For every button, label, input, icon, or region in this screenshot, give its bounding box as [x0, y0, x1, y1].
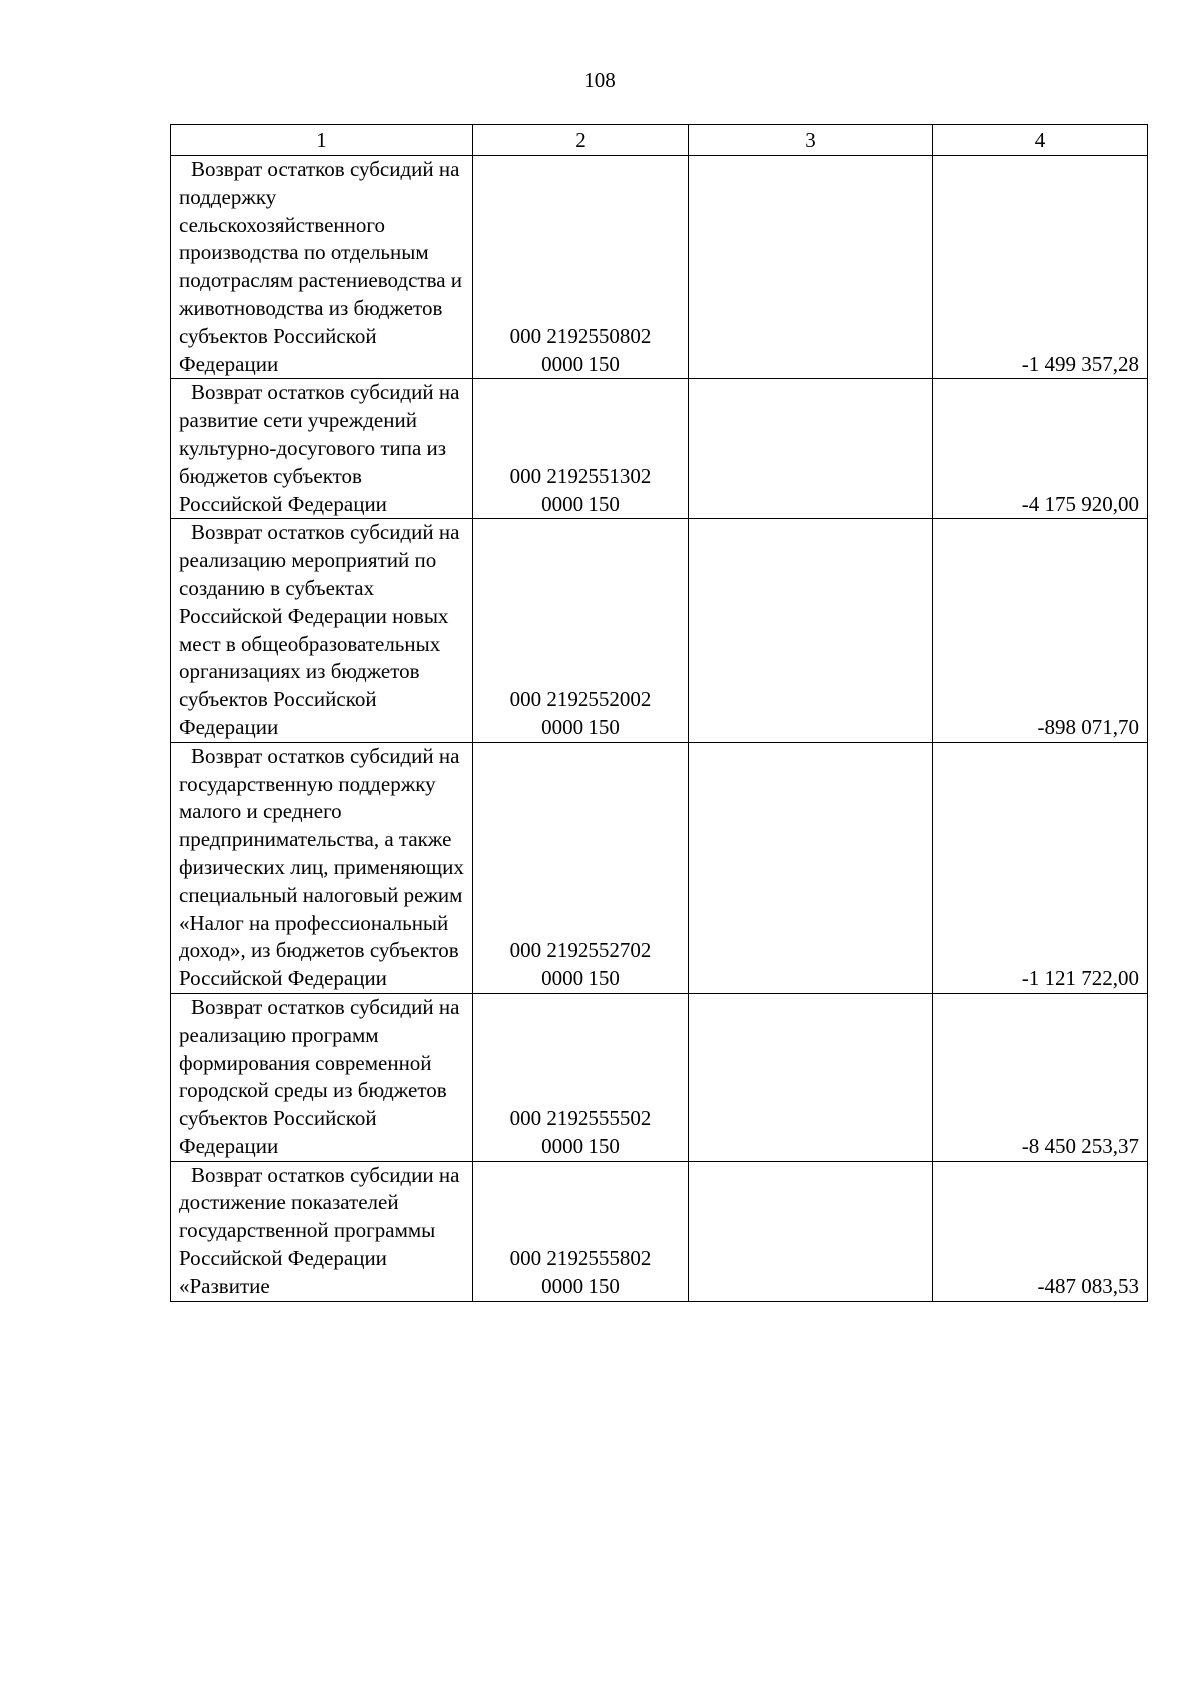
row-code-line2: 0000 150 — [541, 1273, 620, 1298]
row-code-line1: 000 2192551302 — [509, 463, 652, 488]
row-amount: -1 499 357,28 — [933, 156, 1148, 379]
row-code-line1: 000 2192555502 — [509, 1106, 652, 1131]
header-row — [171, 125, 1148, 156]
header-col-1: 1 — [171, 125, 473, 156]
row-code — [473, 1161, 689, 1301]
row-code — [473, 993, 689, 1161]
header-col-4: 4 — [933, 125, 1148, 156]
row-col3 — [689, 156, 933, 379]
row-code-line2: 0000 150 — [541, 1133, 620, 1158]
row-code-line1: 000 2192555802 — [509, 1246, 652, 1271]
row-col3 — [689, 519, 933, 742]
row-amount: -1 121 722,00 — [933, 742, 1148, 993]
row-col3 — [689, 993, 933, 1161]
row-code-line2: 0000 150 — [541, 714, 620, 739]
row-name: Возврат остатков субсидий на реализацию мероприятий по созданию в субъектах Российской Федерации новых мест в общеобразовательных организациях из бюджетов субъектов Российской Федерации — [171, 519, 473, 742]
row-code-line1: 000 2192552702 — [509, 938, 652, 963]
row-code-line2: 0000 150 — [541, 966, 620, 991]
row-code — [473, 742, 689, 993]
table-header — [171, 125, 1148, 156]
row-col3 — [689, 1161, 933, 1301]
header-col-3: 3 — [689, 125, 933, 156]
row-amount: -8 450 253,37 — [933, 993, 1148, 1161]
table-row — [171, 993, 1148, 1161]
row-amount: -487 083,53 — [933, 1161, 1148, 1301]
row-amount: -4 175 920,00 — [933, 379, 1148, 519]
page-number: 108 — [584, 68, 616, 92]
row-name: Возврат остатков субсидий на развитие сети учреждений культурно-досугового типа из бюджетов субъектов Российской Федерации — [171, 379, 473, 519]
row-name: Возврат остатков субсидии на достижение показателей государственной программы Российской Федерации «Развитие — [171, 1161, 473, 1301]
table-row — [171, 379, 1148, 519]
row-name: Возврат остатков субсидий на поддержку сельскохозяйственного производства по отдельным подотраслям растениеводства и животноводства из бюджетов субъектов Российской Федерации — [171, 156, 473, 379]
header-col-2: 2 — [473, 125, 689, 156]
row-code — [473, 379, 689, 519]
row-code-line2: 0000 150 — [541, 491, 620, 516]
row-col3 — [689, 379, 933, 519]
table-row — [171, 742, 1148, 993]
row-amount: -898 071,70 — [933, 519, 1148, 742]
row-col3 — [689, 742, 933, 993]
table-row — [171, 519, 1148, 742]
row-code — [473, 519, 689, 742]
table-row — [171, 1161, 1148, 1301]
row-code-line2: 0000 150 — [541, 351, 620, 376]
row-code-line1: 000 2192550802 — [509, 323, 652, 348]
table-row — [171, 156, 1148, 379]
row-name: Возврат остатков субсидий на государственную поддержку малого и среднего предпринимательства, а также физических лиц, применяющих специальный налоговый режим «Налог на профессиональный доход», из бюджетов субъектов Российской Федерации — [171, 742, 473, 993]
table-body — [171, 156, 1148, 1302]
row-name: Возврат остатков субсидий на реализацию программ формирования современной городской среды из бюджетов субъектов Российской Федерации — [171, 993, 473, 1161]
row-code — [473, 156, 689, 379]
row-code-line1: 000 2192552002 — [509, 687, 652, 712]
budget-table — [170, 124, 1148, 1302]
